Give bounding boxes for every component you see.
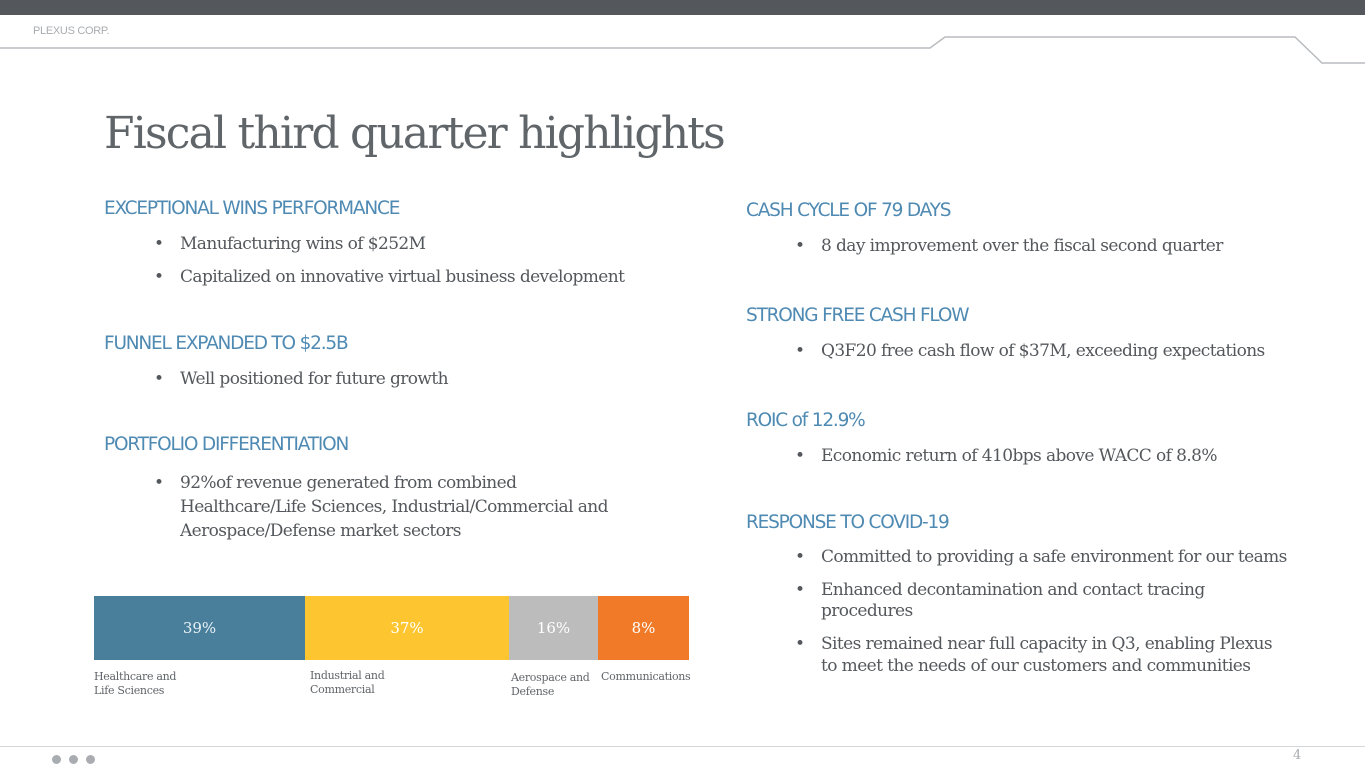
header-divider [0,28,1365,68]
bar-aerospace [509,596,598,660]
section-heading-cash-cycle: CASH CYCLE OF 79 DAYS [746,200,951,221]
bar-industrial [305,596,509,660]
bar-value-label: 39% [182,619,217,637]
bullet-continuation: Aerospace/Defense market sectors [180,521,461,541]
bullet-text: Enhanced decontamination and contact tracing [821,580,1205,600]
bullet-item: • 8 day improvement over the fiscal second quarter [795,236,1223,256]
bullet-text: 8 day improvement over the fiscal second quarter [821,236,1223,256]
bullet-text: Economic return of 410bps above WACC of 8.8% [821,446,1217,466]
brand-name: PLEXUS CORP. [33,25,110,37]
bullet-item: • Economic return of 410bps above WACC of 8.8% [795,446,1217,466]
bullet-text: Q3F20 free cash flow of $37M, exceeding expectations [821,341,1265,361]
bullet-item: • Committed to providing a safe environment for our teams [795,547,1287,567]
category-label-communications [601,670,690,684]
category-label-line: Aerospace and [511,671,590,684]
bar-value-label: 8% [631,619,656,637]
bullet-item: • Manufacturing wins of $252M [154,234,426,254]
section-heading-funnel: FUNNEL EXPANDED TO $2.5B [104,333,348,354]
bullet-text: Committed to providing a safe environment for our teams [821,547,1287,567]
section-heading-covid: RESPONSE TO COVID-19 [746,512,949,533]
bullet-item: • Enhanced decontamination and contact tracing [795,580,1205,600]
bar-communications [598,596,689,660]
section-heading-roic: ROIC of 12.9% [746,410,865,431]
section-heading-wins: EXCEPTIONAL WINS PERFORMANCE [104,198,400,219]
bullet-continuation: procedures [821,601,913,621]
category-label-aerospace [511,671,590,699]
bar-value-label: 37% [390,619,424,637]
section-heading-portfolio: PORTFOLIO DIFFERENTIATION [104,434,349,455]
category-label-industrial [310,669,384,697]
category-label-line: Communications [601,670,691,683]
bullet-item: • Q3F20 free cash flow of $37M, exceeding expectations [795,341,1265,361]
bullet-item: • 92%of revenue generated from combined [154,473,517,493]
category-label-line: Life Sciences [94,684,165,697]
bullet-continuation: to meet the needs of our customers and communities [821,656,1251,676]
bullet-text: Manufacturing wins of $252M [180,234,426,254]
footer-divider [0,746,1365,747]
slide-dots-icon [52,755,95,764]
page-title: Fiscal third quarter highlights [104,108,724,159]
bullet-text: 92%of revenue generated from combined [180,473,517,493]
bullet-item: • Well positioned for future growth [154,369,448,389]
category-label-line: Commercial [310,683,375,696]
section-heading-free-cash-flow: STRONG FREE CASH FLOW [746,305,969,326]
bullet-continuation: Healthcare/Life Sciences, Industrial/Commercial and [180,497,608,517]
category-label-line: Industrial and [310,669,385,682]
top-bar [0,0,1365,15]
bar-value-label: 16% [536,619,571,637]
bullet-text: Capitalized on innovative virtual business development [180,267,625,287]
category-label-healthcare [94,670,176,698]
category-label-line: Defense [511,685,555,698]
bullet-text: Sites remained near full capacity in Q3, enabling Plexus [821,634,1273,654]
bar-healthcare [94,596,305,660]
category-label-line: Healthcare and [94,670,177,683]
bullet-item: • Sites remained near full capacity in Q3, enabling Plexus [795,634,1273,654]
bullet-text: Well positioned for future growth [180,369,448,389]
bullet-item: • Capitalized on innovative virtual business development [154,267,625,287]
page-number: 4 [1293,748,1302,763]
